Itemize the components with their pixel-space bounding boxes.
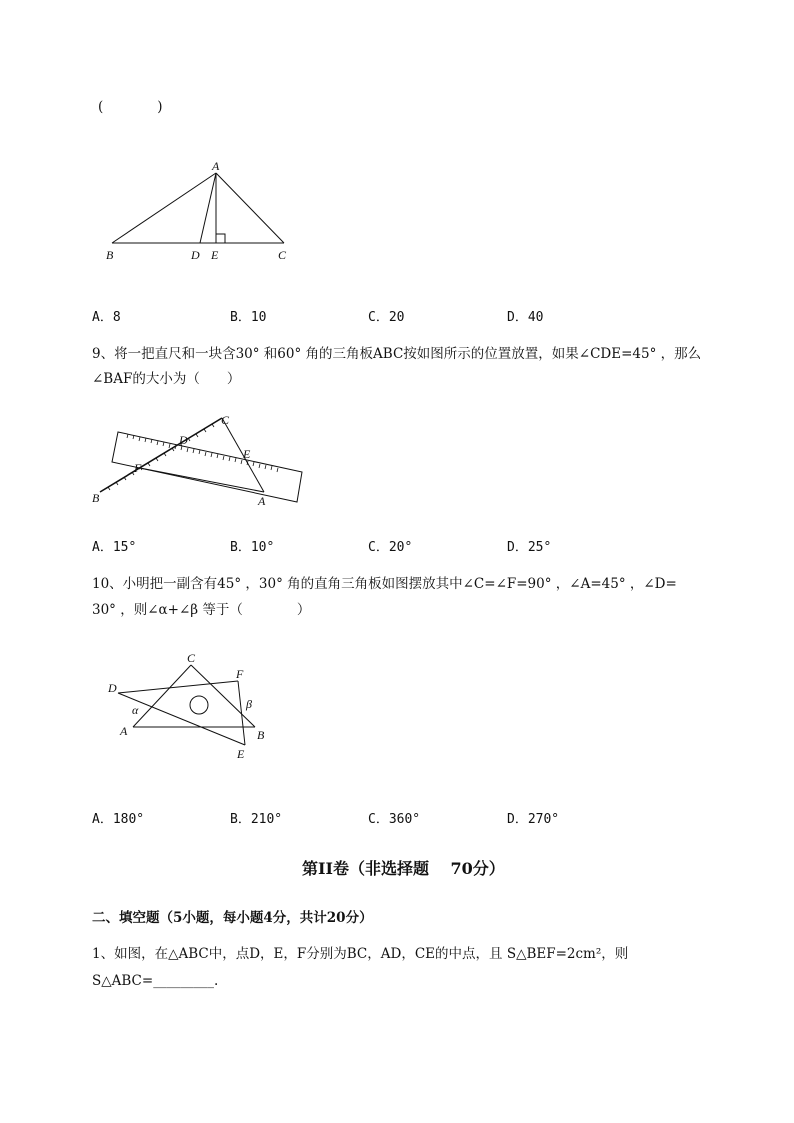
q8-label-d: D [191, 248, 200, 262]
q8-side-ab [112, 173, 216, 243]
q10-side-fe [238, 681, 245, 745]
q9-option-b: B．10° [230, 540, 275, 555]
q10-question-line1: 10、小明把一副含有45° ，30° 角的直角三角板如图摆放其中∠C=∠F=90° ，∠A=45° ，∠D= [92, 576, 677, 592]
q8-option-a: A．8 [92, 310, 121, 325]
q8-label-e: E [211, 248, 219, 262]
q8-option-b: B．10 [230, 310, 267, 325]
q10-circle [190, 696, 208, 714]
q10-side-ac [133, 665, 191, 727]
q10-label-c: C [187, 651, 196, 665]
q10-question-line2: 30° ，则∠α+∠β 等于（ ） [92, 602, 311, 618]
q8-label-a: A [212, 159, 220, 173]
q9-label-f: F [134, 461, 142, 475]
q9-option-a: A．15° [92, 540, 137, 555]
q8-figure [100, 158, 320, 268]
q10-label-beta: β [246, 697, 252, 711]
q9-question-line1: 9、将一把直尺和一块含30° 和60° 角的三角板ABC按如图所示的位置放置，如果∠CDE=45° ，那么 [92, 346, 702, 362]
q10-option-b: B．210° [230, 812, 283, 827]
q10-option-c: C．360° [368, 812, 421, 827]
q8-label-b: B [106, 248, 114, 262]
q8-option-c: C．20 [368, 310, 405, 325]
q8-right-angle-mark [216, 234, 225, 243]
q9-label-a: A [258, 494, 266, 508]
q10-label-e: E [237, 747, 245, 761]
q9-ruler-ticks [127, 434, 278, 472]
q9-option-d: D．25° [507, 540, 552, 555]
q9-option-c: C．20° [368, 540, 413, 555]
q10-side-df [118, 681, 238, 693]
q9-line-fa [140, 468, 264, 492]
q10-label-b: B [257, 728, 265, 742]
q8-answer-blank: ( ) [98, 99, 163, 115]
q8-option-d: D．40 [507, 310, 544, 325]
q9-side-bc [100, 418, 222, 492]
fill-q1-line1: 1、如图，在△ABC中，点D，E，F分别为BC，AD，CE的中点，且 S△BEF=2cm²，则 [92, 946, 629, 962]
q8-label-c: C [278, 248, 287, 262]
q9-question-line2: ∠BAF的大小为（ ） [92, 371, 241, 387]
q10-label-f: F [236, 667, 244, 681]
fill-q1-line2: S△ABC=_________. [92, 973, 219, 989]
q10-option-a: A．180° [92, 812, 145, 827]
q10-figure [103, 650, 283, 765]
q9-label-e: E [243, 447, 251, 461]
part2-title: 第II卷（非选择题 70分） [302, 859, 505, 878]
q10-option-d: D．270° [507, 812, 560, 827]
q9-label-d: D [179, 433, 188, 447]
q8-segment-ad [200, 173, 216, 243]
q10-label-a: A [120, 724, 128, 738]
q8-side-ac [216, 173, 284, 243]
q10-label-d: D [108, 681, 117, 695]
q9-label-c: C [221, 413, 230, 427]
q9-bc-ticks [108, 424, 214, 490]
fill-in-section-heading: 二、填空题（5小题，每小题4分，共计20分） [92, 910, 373, 926]
q9-label-b: B [92, 491, 100, 505]
q10-label-alpha: α [132, 703, 139, 717]
q9-figure [88, 410, 308, 510]
q10-side-de [118, 693, 245, 745]
